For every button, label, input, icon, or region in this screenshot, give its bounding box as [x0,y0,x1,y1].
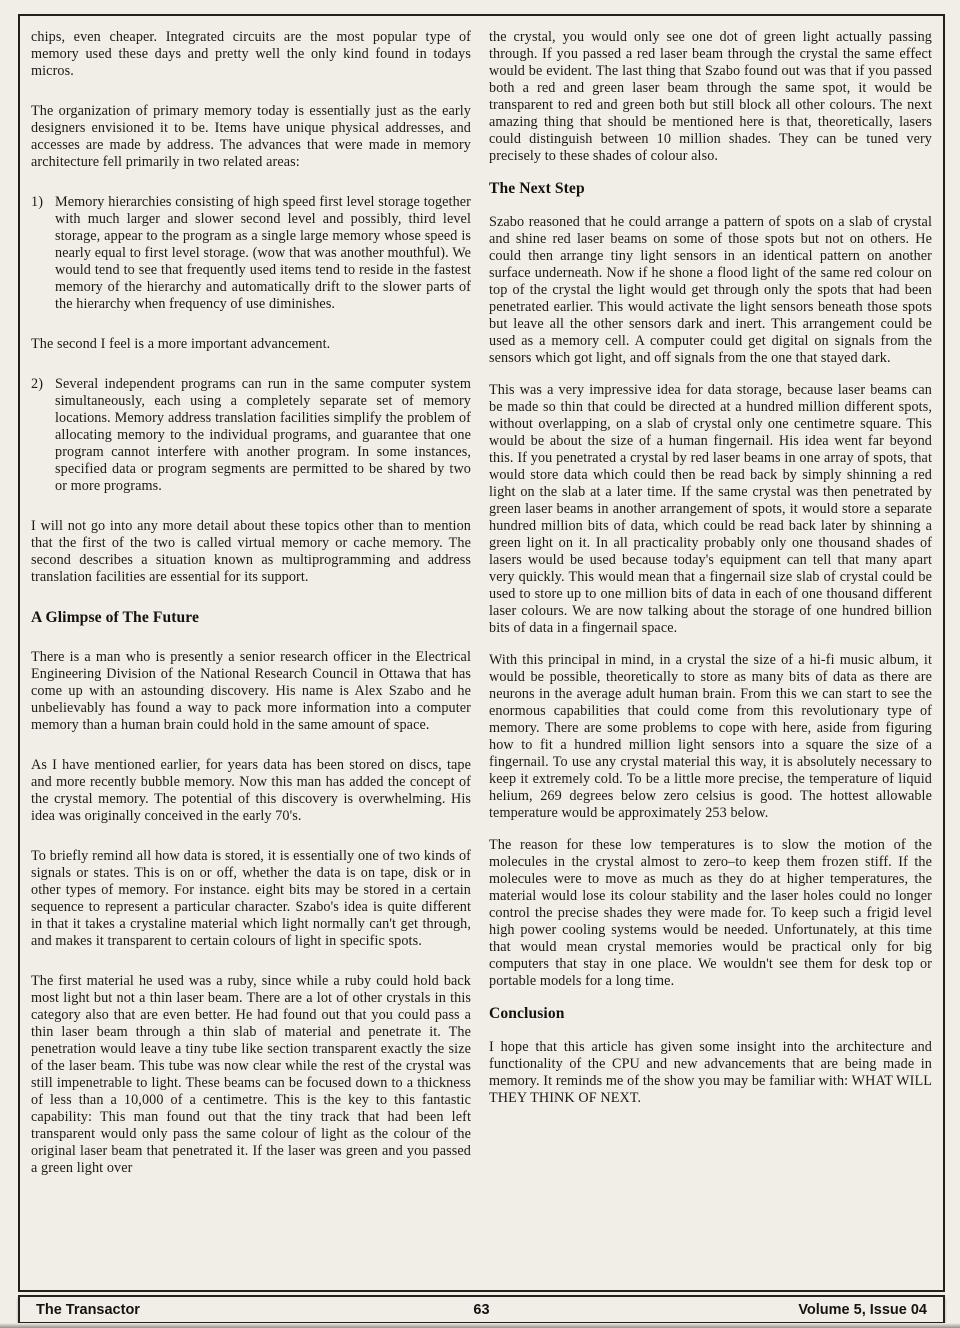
paragraph: There is a man who is presently a senior research officer in the Electrical Engineering Division of the National Research Council in Ottawa that has come up with an astounding discovery. His name is Alex Szabo and he unbelievably has found a way to pack more information into a computer memory than a human brain could hold in the same amount of space. [31,649,471,733]
paragraph: I will not go into any more detail about these topics other than to mention that the first of the two is called virtual memory or cache memory. The second describes a situation known as multiprogramming and address translation facilities are essential for its support. [31,518,471,585]
footer-issue: Volume 5, Issue 04 [798,1301,927,1318]
paragraph: the crystal, you would only see one dot of green light actually passing through. If you passed a red laser beam through the crystal the same effect would be evident. The last thing that Szabo found out was that if you passed both a red and green laser beam through the same spot, it would be transparent to red and green both but still block all other colours. The next amazing thing that should be mentioned here is that, theoretically, lasers could distinguish between 10 million shades. They can be tuned very precisely to these shades of colour also. [489,29,932,164]
section-heading: A Glimpse of The Future [31,609,200,626]
paragraph: The second I feel is a more important advancement. [31,336,331,352]
section-heading: Conclusion [489,1005,565,1022]
list-item-marker: 1) [31,194,44,210]
section-heading: The Next Step [489,180,585,197]
paragraph: The organization of primary memory today is essentially just as the early designers envisioned it to be. Items have unique physical addresses, and accesses are made by address. The advances that were made in memory architecture fell primarily in two related areas: [31,103,471,170]
footer-bar [18,1295,945,1324]
list-item [31,376,471,495]
list-item [31,194,471,313]
paragraph: The first material he used was a ruby, since while a ruby could hold back most light but not a thin laser beam. There are a lot of other crystals in this category also that are even better. He had found out that you could pass a thin laser beam through a thin slab of material and penetrate it. The penetration would leave a tiny tube like section transparent exactly the size of the laser beam. This tube was now clear while the rest of the crystal was still impenetrable to light. These beams can be focused down to a thickness of less than a 10,000 of a centimetre. This is the key to this fantastic capability: This man found out that the tiny track that had been left transparent would only pass the same colour of light as the colour of the original laser beam that penetrated it. If the laser was green and you passed a green light over [31,973,471,1176]
paragraph: As I have mentioned earlier, for years data has been stored on discs, tape and more recently bubble memory. Now this man has added the concept of the crystal memory. The potential of this discovery is overwhelming. His idea was originally conceived in the early 70's. [31,757,471,824]
paragraph: chips, even cheaper. Integrated circuits are the most popular type of memory used these days and pretty well the only kind found in todays micros. [31,29,471,79]
right-column [489,29,932,1122]
scan-edge-shadow [0,1323,960,1328]
list-item-text: Several independent programs can run in the same computer system simultaneously, each using a completely separate set of memory locations. Memory address translation facilities simplify the problem of allocating memory to the individual programs, and guarantee that one program cannot interfere with another program. In some instances, specified data or program segments are permitted to be shared by two or more programs. [55,376,471,494]
page-frame [18,14,945,1292]
footer-page-number: 63 [473,1301,490,1318]
list-item-text: Memory hierarchies consisting of high speed first level storage together with much larger and slower second level and possibly, third level storage, appear to the program as a single large memory whose speed is nearly equal to first level storage. (wow that was another mouthful). We would tend to see that frequently used items tend to reside in the fastest memory of the hierarchy and automatically drift to the slower parts of the hierarchy when frequency of use diminishes. [55,194,471,312]
footer-publication: The Transactor [36,1301,140,1318]
list-item-marker: 2) [31,376,44,392]
paragraph: With this principal in mind, in a crystal the size of a hi-fi music album, it would be possible, theoretically to store as many bits of data as there are neurons in the average adult human brain. From this we can start to see the enormous capabilities that could come from this revolutionary type of memory. There are some problems to cope with here, aside from figuring how to fit a hundred million light sensors into a square the size of a fingernail. To use any crystal material this way, it is absolutely necessary to keep it extremely cold. To be a little more precise, the temperature of liquid helium, 269 degrees below zero celsius is good. The hottest allowable temperature would be approximately 253 below. [489,652,932,821]
paragraph: The reason for these low temperatures is to slow the motion of the molecules in the crystal almost to zero–to keep them frozen stiff. If the molecules were to move as much as they do at higher temperatures, the material would lose its colour stability and the laser holes could no longer control the precise shades they were made for. To keep such a frigid level high power cooling systems would be needed. Unfortunately, at this time that would mean crystal memories would be practical only for big computers that stay in one place. We wouldn't see them for desk top or portable models for a long time. [489,837,932,989]
paragraph: I hope that this article has given some insight into the architecture and functionality of the CPU and new advancements that are being made in memory. It reminds me of the show you may be familiar with: WHAT WILL THEY THINK OF NEXT. [489,1039,932,1106]
paragraph: Szabo reasoned that he could arrange a pattern of spots on a slab of crystal and shine red laser beams on some of those spots but not on others. He could then arrange tiny light sensors in an identical pattern on another surface underneath. Now if he shone a flood light of the same red colour on top of the crystal the light would get through only the spots that had been penetrated earlier. This would activate the light sensors beneath those spots but leave all the other sensors dark and inert. This arrangement could be used as a memory cell. A computer could get digital on signals from the sensors which got light, and off signals from the one that stayed dark. [489,214,932,366]
paragraph: To briefly remind all how data is stored, it is essentially one of two kinds of signals or states. This is on or off, whether the data is on tape, disk or in other types of memory. For instance. eight bits may be stored in a certain sequence to represent a particular character. Szabo's idea is quite different in that it takes a crystaline material which light normally can't get through, and makes it transparent to certain colours of light in specific spots. [31,848,471,949]
paragraph: This was a very impressive idea for data storage, because laser beams can be made so thin that could be directed at a hundred million different spots, without overlapping, on a slab of crystal only one centimetre square. This would be about the size of a human fingernail. His idea went far beyond this. If you penetrated a crystal by red laser beams in one array of spots, that would store data which could then be read back by simply shinning a red light on the slab at a later time. If the same crystal was then penetrated by green laser beams in another arrangement of spots, it would store a separate hundred million bits of data, which could be read back later by shinning a green light on it. In all practicality probably only one thousand shades of lasers would be used because today's equipment can tell that many apart very quickly. This would mean that a fingernail size slab of crystal could be used to store up to one million bits of data in each of one thousand different laser colours. We are now talking about the storage of one hundred billion bits of data in a fingernail space. [489,382,932,636]
left-column [31,29,471,1200]
